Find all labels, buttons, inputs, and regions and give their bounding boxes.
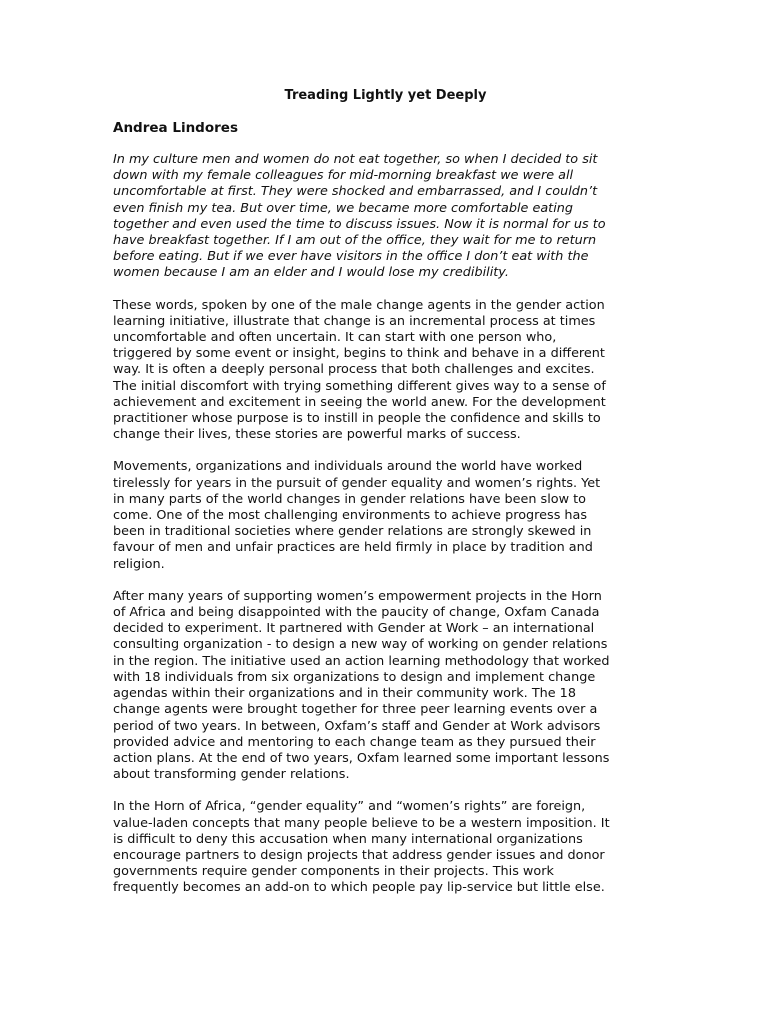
document-body — [113, 152, 658, 897]
paragraph-line: about transforming gender relations. — [113, 767, 350, 783]
quote-paragraph — [113, 152, 658, 282]
paragraph-line: value-laden concepts that many people believe to be a western imposition. It — [113, 815, 610, 831]
paragraph-line: In my culture men and women do not eat together, so when I decided to sit — [113, 152, 598, 167]
paragraph-line: These words, spoken by one of the male change agents in the gender action — [113, 297, 605, 313]
paragraph-line: uncomfortable and often uncertain. It can start with one person who, — [113, 330, 557, 346]
paragraph-line: have breakfast together. If I am out of the office, they wait for me to return — [113, 233, 597, 249]
paragraph-line: tirelessly for years in the pursuit of gender equality and women’s rights. Yet — [113, 475, 601, 491]
document-title: Treading Lightly yet Deeply — [284, 88, 487, 103]
paragraph-line: change their lives, these stories are powerful marks of success. — [113, 427, 521, 443]
paragraph-line: been in traditional societies where gender relations are strongly skewed in — [113, 524, 592, 540]
paragraph-line: together and even used the time to discuss issues. Now it is normal for us to — [113, 216, 606, 232]
paragraph-line: uncomfortable at first. They were shocked and embarrassed, and I couldn’t — [113, 184, 598, 200]
paragraph-line: religion. — [113, 556, 165, 572]
paragraph-line: in many parts of the world changes in gender relations have been slow to — [113, 491, 586, 507]
paragraph-line: in the region. The initiative used an action learning methodology that worked — [113, 653, 610, 669]
paragraph-line: period of two years. In between, Oxfam’s staff and Gender at Work advisors — [113, 718, 601, 734]
paragraph-line: achievement and excitement in seeing the world anew. For the development — [113, 394, 606, 410]
paragraph-line: triggered by some event or insight, begins to think and behave in a different — [113, 346, 605, 362]
body-paragraph — [113, 799, 658, 896]
body-paragraph — [113, 589, 658, 783]
paragraph-line: with 18 individuals from six organizations to design and implement change — [113, 669, 596, 685]
document-page — [113, 88, 658, 913]
paragraph-line: is difficult to deny this accusation when many international organizations — [113, 831, 583, 847]
paragraph-line: The initial discomfort with trying something different gives way to a sense of — [113, 378, 606, 394]
paragraph-line: provided advice and mentoring to each change team as they pursued their — [113, 734, 596, 750]
paragraph-line: In the Horn of Africa, “gender equality” and “women’s rights” are foreign, — [113, 799, 586, 815]
body-paragraph — [113, 298, 658, 444]
body-paragraph — [113, 459, 658, 572]
paragraph-line: learning initiative, illustrate that change is an incremental process at times — [113, 313, 596, 329]
paragraph-line: action plans. At the end of two years, Oxfam learned some important lessons — [113, 750, 610, 766]
paragraph-line: practitioner whose purpose is to instill in people the confidence and skills to — [113, 411, 601, 427]
paragraph-line: come. One of the most challenging environments to achieve progress has — [113, 508, 588, 524]
paragraph-line: encourage partners to design projects that address gender issues and donor — [113, 847, 605, 863]
paragraph-line: even finish my tea. But over time, we became more comfortable eating — [113, 200, 573, 216]
paragraph-line: women because I am an elder and I would lose my credibility. — [113, 265, 509, 281]
paragraph-line: way. It is often a deeply personal process that both challenges and excites. — [113, 362, 595, 378]
paragraph-line: down with my female colleagues for mid-morning breakfast we were all — [113, 168, 574, 184]
author-name: Andrea Lindores — [113, 120, 238, 136]
paragraph-line: governments require gender components in their projects. This work — [113, 864, 554, 880]
paragraph-line: decided to experiment. It partnered with Gender at Work – an international — [113, 621, 595, 637]
paragraph-line: After many years of supporting women’s empowerment projects in the Horn — [113, 588, 602, 604]
paragraph-line: before eating. But if we ever have visitors in the office I don’t eat with the — [113, 249, 589, 265]
paragraph-line: of Africa and being disappointed with the paucity of change, Oxfam Canada — [113, 605, 600, 621]
paragraph-line: Movements, organizations and individuals around the world have worked — [113, 459, 583, 475]
paragraph-line: agendas within their organizations and in their community work. The 18 — [113, 686, 576, 702]
paragraph-line: frequently becomes an add-on to which people pay lip-service but little else. — [113, 880, 605, 896]
paragraph-line: consulting organization - to design a new way of working on gender relations — [113, 637, 608, 653]
paragraph-line: change agents were brought together for three peer learning events over a — [113, 702, 598, 718]
paragraph-line: favour of men and unfair practices are held firmly in place by tradition and — [113, 540, 593, 556]
